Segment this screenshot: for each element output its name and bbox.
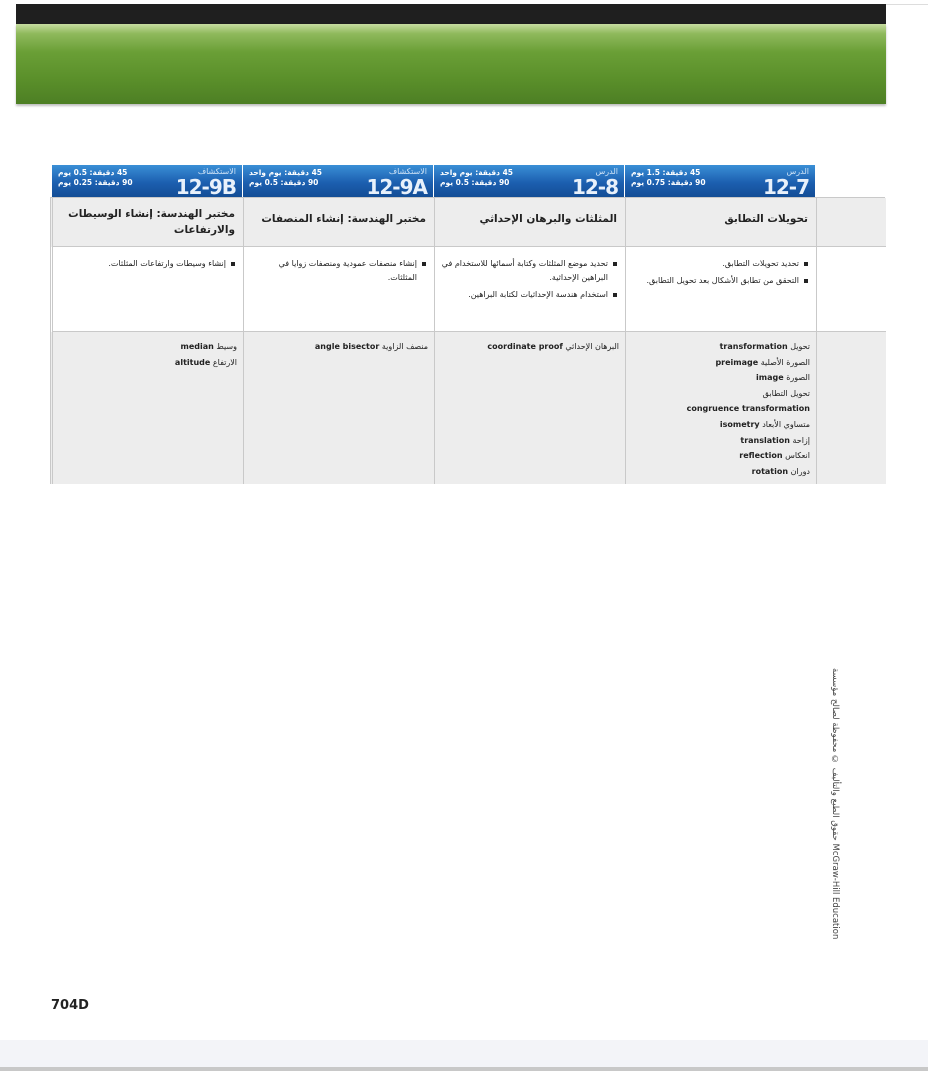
lesson-title: مختبر الهندسة: إنشاء المنصفات bbox=[261, 213, 426, 225]
vocabulary-list bbox=[53, 332, 243, 370]
lesson-type-label: الاستكشاف bbox=[197, 167, 236, 176]
pace-45: 45 دقيقة: 1.5 يوم bbox=[631, 168, 701, 177]
vocab-term: وسيط median bbox=[180, 342, 237, 351]
objectives-cell bbox=[625, 247, 816, 332]
top-black-bar bbox=[16, 4, 886, 24]
lesson-planner-table bbox=[50, 197, 885, 484]
objectives-row bbox=[51, 247, 886, 332]
lesson-header-strip bbox=[50, 165, 815, 197]
lesson-number: 12-7 bbox=[762, 175, 809, 197]
lesson-title: مختبر الهندسة: إنشاء الوسيطات والارتفاعات bbox=[68, 208, 235, 236]
row-stub bbox=[816, 198, 886, 247]
title-cell bbox=[625, 198, 816, 247]
page-number: 704D bbox=[51, 998, 89, 1013]
vocabulary-list bbox=[626, 332, 816, 479]
vocab-term: تحويل التطابق bbox=[762, 388, 810, 398]
lesson-title: المثلثات والبرهان الإحداثي bbox=[479, 213, 617, 225]
pace-45: 45 دقيقة: يوم واحد bbox=[440, 168, 514, 177]
vocab-term: الارتفاع altitude bbox=[174, 357, 237, 367]
vocab-term: الصورة الأصلية preimage bbox=[715, 357, 810, 367]
pace-45: 45 دقيقة: يوم واحد bbox=[249, 168, 323, 177]
lesson-type-label: الدرس bbox=[786, 167, 809, 176]
pacing-info bbox=[58, 168, 133, 188]
objectives-list bbox=[626, 247, 816, 288]
vocab-term: انعكاس reflection bbox=[739, 451, 810, 461]
footer-band bbox=[0, 1040, 928, 1071]
titles-row bbox=[51, 198, 886, 247]
vocab-term: تحويل transformation bbox=[719, 342, 810, 351]
row-stub bbox=[816, 247, 886, 332]
objective-item: تحديد تحويلات التطابق. bbox=[632, 257, 808, 271]
pace-90: 90 دقيقة: 0.25 يوم bbox=[58, 178, 133, 187]
objective-item: إنشاء منصفات عمودية ومنصفات زوايا في المثلثات. bbox=[250, 257, 426, 285]
vocab-term: congruence transformation bbox=[686, 404, 810, 414]
title-cell bbox=[434, 198, 625, 247]
vocab-term: البرهان الإحداثي coordinate proof bbox=[487, 342, 619, 351]
vocab-term: متساوي الأبعاد isometry bbox=[719, 419, 810, 429]
pace-90: 90 دقيقة: 0.5 يوم bbox=[440, 178, 510, 187]
objective-item: إنشاء وسيطات وارتفاعات المثلثات. bbox=[59, 257, 235, 271]
lesson-type-label: الاستكشاف bbox=[388, 167, 427, 176]
lesson-number: 12-9A bbox=[366, 175, 427, 197]
lesson-header-12-9b bbox=[51, 165, 242, 197]
vocabulary-row bbox=[51, 332, 886, 484]
objective-item: التحقق من تطابق الأشكال بعد تحويل التطابق. bbox=[632, 274, 808, 288]
vocabulary-cell bbox=[434, 332, 625, 484]
pacing-info bbox=[440, 168, 513, 188]
pace-90: 90 دقيقة: 0.75 يوم bbox=[631, 178, 706, 187]
vocabulary-list bbox=[435, 332, 625, 355]
objectives-list bbox=[53, 247, 243, 271]
lesson-number: 12-8 bbox=[571, 175, 618, 197]
vocabulary-list bbox=[244, 332, 434, 355]
vocab-term: دوران rotation bbox=[751, 466, 810, 476]
copyright-notice: حقوق الطبع والتأليف © محفوظة لصالح مؤسسة McGraw-Hill Education bbox=[830, 668, 840, 940]
pace-45: 45 دقيقة: 0.5 يوم bbox=[58, 168, 128, 177]
lesson-header-12-7 bbox=[624, 165, 815, 197]
objectives-cell bbox=[434, 247, 625, 332]
pacing-info bbox=[631, 168, 706, 188]
header-banner bbox=[16, 24, 886, 104]
title-cell bbox=[243, 198, 434, 247]
lesson-type-label: الدرس bbox=[595, 167, 618, 176]
objective-item: تحديد موضع المثلثات وكتابة أسمائها للاستخدام في البراهين الإحداثية. bbox=[441, 257, 617, 285]
vocabulary-cell bbox=[625, 332, 816, 484]
objectives-list bbox=[244, 247, 434, 285]
row-stub bbox=[816, 332, 886, 484]
objectives-cell bbox=[243, 247, 434, 332]
pace-90: 90 دقيقة: 0.5 يوم bbox=[249, 178, 319, 187]
title-cell bbox=[52, 198, 243, 247]
objective-item: استخدام هندسة الإحداثيات لكتابة البراهين. bbox=[441, 288, 617, 302]
lesson-header-12-8 bbox=[433, 165, 624, 197]
vocabulary-cell bbox=[243, 332, 434, 484]
vocab-term: الصورة image bbox=[756, 373, 810, 383]
lesson-number: 12-9B bbox=[175, 175, 236, 197]
pacing-info bbox=[249, 168, 322, 188]
vocab-term: إزاحة translation bbox=[740, 435, 810, 445]
objectives-cell bbox=[52, 247, 243, 332]
lesson-header-12-9a bbox=[242, 165, 433, 197]
lesson-title: تحويلات التطابق bbox=[724, 213, 808, 225]
objectives-list bbox=[435, 247, 625, 302]
vocab-term: منصف الزاوية angle bisector bbox=[314, 342, 428, 351]
page-edge-line bbox=[886, 4, 928, 5]
vocabulary-cell bbox=[52, 332, 243, 484]
